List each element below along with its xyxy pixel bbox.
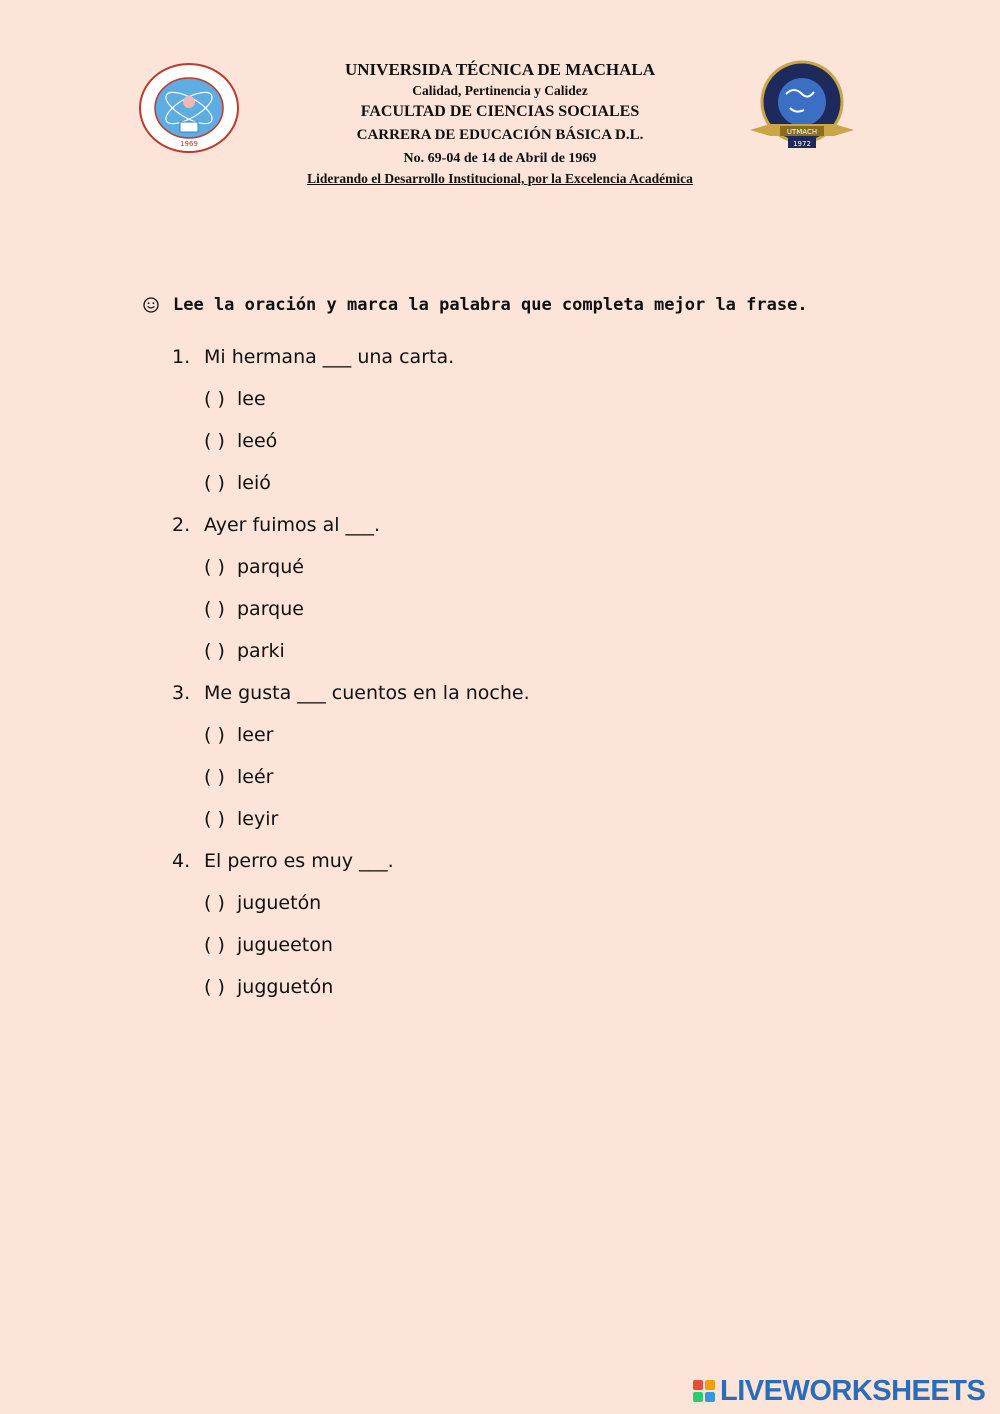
question-number: 3.: [172, 682, 191, 704]
option[interactable]: [172, 929, 872, 971]
liveworksheets-brand[interactable]: [692, 1374, 985, 1408]
checkbox-marker[interactable]: ( ): [204, 388, 225, 410]
checkbox-marker[interactable]: ( ): [204, 724, 225, 746]
option[interactable]: [172, 761, 872, 803]
question-number: 2.: [172, 514, 191, 536]
question-text: Ayer fuimos al ___.: [204, 514, 381, 536]
option-label: lee: [237, 388, 266, 410]
option[interactable]: [172, 425, 872, 467]
question-text: El perro es muy ___.: [204, 850, 394, 872]
checkbox-marker[interactable]: ( ): [204, 808, 225, 830]
option[interactable]: [172, 803, 872, 845]
option[interactable]: [172, 887, 872, 929]
option[interactable]: [172, 593, 872, 635]
option-label: juguetón: [237, 892, 322, 914]
option-label: leyir: [237, 808, 279, 830]
option[interactable]: [172, 383, 872, 425]
checkbox-marker[interactable]: ( ): [204, 934, 225, 956]
checkbox-marker[interactable]: ( ): [204, 556, 225, 578]
instruction: [143, 291, 943, 319]
decree-number: No. 69-04 de 14 de Abril de 1969: [403, 151, 597, 166]
question-list: [172, 341, 872, 1013]
slogan: Liderando el Desarrollo Institucional, por la Excelencia Académica: [307, 171, 693, 186]
checkbox-marker[interactable]: ( ): [204, 892, 225, 914]
question-text: Mi hermana ___ una carta.: [204, 346, 455, 368]
option[interactable]: [172, 719, 872, 761]
brand-text: LIVEWORKSHEETS: [720, 1374, 986, 1407]
option-label: leer: [237, 724, 274, 746]
question-3: [172, 677, 872, 845]
option-label: leér: [237, 766, 274, 788]
question-text: Me gusta ___ cuentos en la noche.: [204, 682, 530, 704]
question-1: [172, 341, 872, 509]
question-4: [172, 845, 872, 1013]
option-label: leió: [237, 472, 271, 494]
option-label: leeó: [237, 430, 278, 452]
option-label: parki: [237, 640, 285, 662]
option[interactable]: [172, 635, 872, 677]
option[interactable]: [172, 971, 872, 1013]
university-motto: Calidad, Pertinencia y Calidez: [412, 83, 588, 98]
checkbox-marker[interactable]: ( ): [204, 430, 225, 452]
university-name: UNIVERSIDA TÉCNICA DE MACHALA: [345, 60, 655, 79]
option[interactable]: [172, 467, 872, 509]
instruction-text: Lee la oración y marca la palabra que completa mejor la frase.: [173, 295, 808, 315]
letterhead: [270, 58, 730, 188]
question-number: 4.: [172, 850, 191, 872]
option-label: parque: [237, 598, 304, 620]
question-2: [172, 509, 872, 677]
university-logo: [138, 62, 240, 154]
option[interactable]: [172, 551, 872, 593]
smiley-icon: [143, 297, 159, 313]
svg-text:UTMACH: UTMACH: [786, 128, 818, 136]
option-label: jugguetón: [237, 976, 334, 998]
career-name: CARRERA DE EDUCACIÓN BÁSICA D.L.: [356, 127, 644, 143]
option-label: parqué: [237, 556, 304, 578]
liveworksheets-icon: [692, 1379, 716, 1403]
faculty-name: FACULTAD DE CIENCIAS SOCIALES: [360, 103, 640, 120]
checkbox-marker[interactable]: ( ): [204, 976, 225, 998]
checkbox-marker[interactable]: ( ): [204, 766, 225, 788]
checkbox-marker[interactable]: ( ): [204, 598, 225, 620]
svg-text:1969: 1969: [180, 140, 198, 148]
faculty-logo: [746, 60, 858, 156]
checkbox-marker[interactable]: ( ): [204, 472, 225, 494]
option-label: jugueeton: [237, 934, 333, 956]
question-number: 1.: [172, 346, 191, 368]
svg-text:1972: 1972: [793, 140, 811, 148]
checkbox-marker[interactable]: ( ): [204, 640, 225, 662]
